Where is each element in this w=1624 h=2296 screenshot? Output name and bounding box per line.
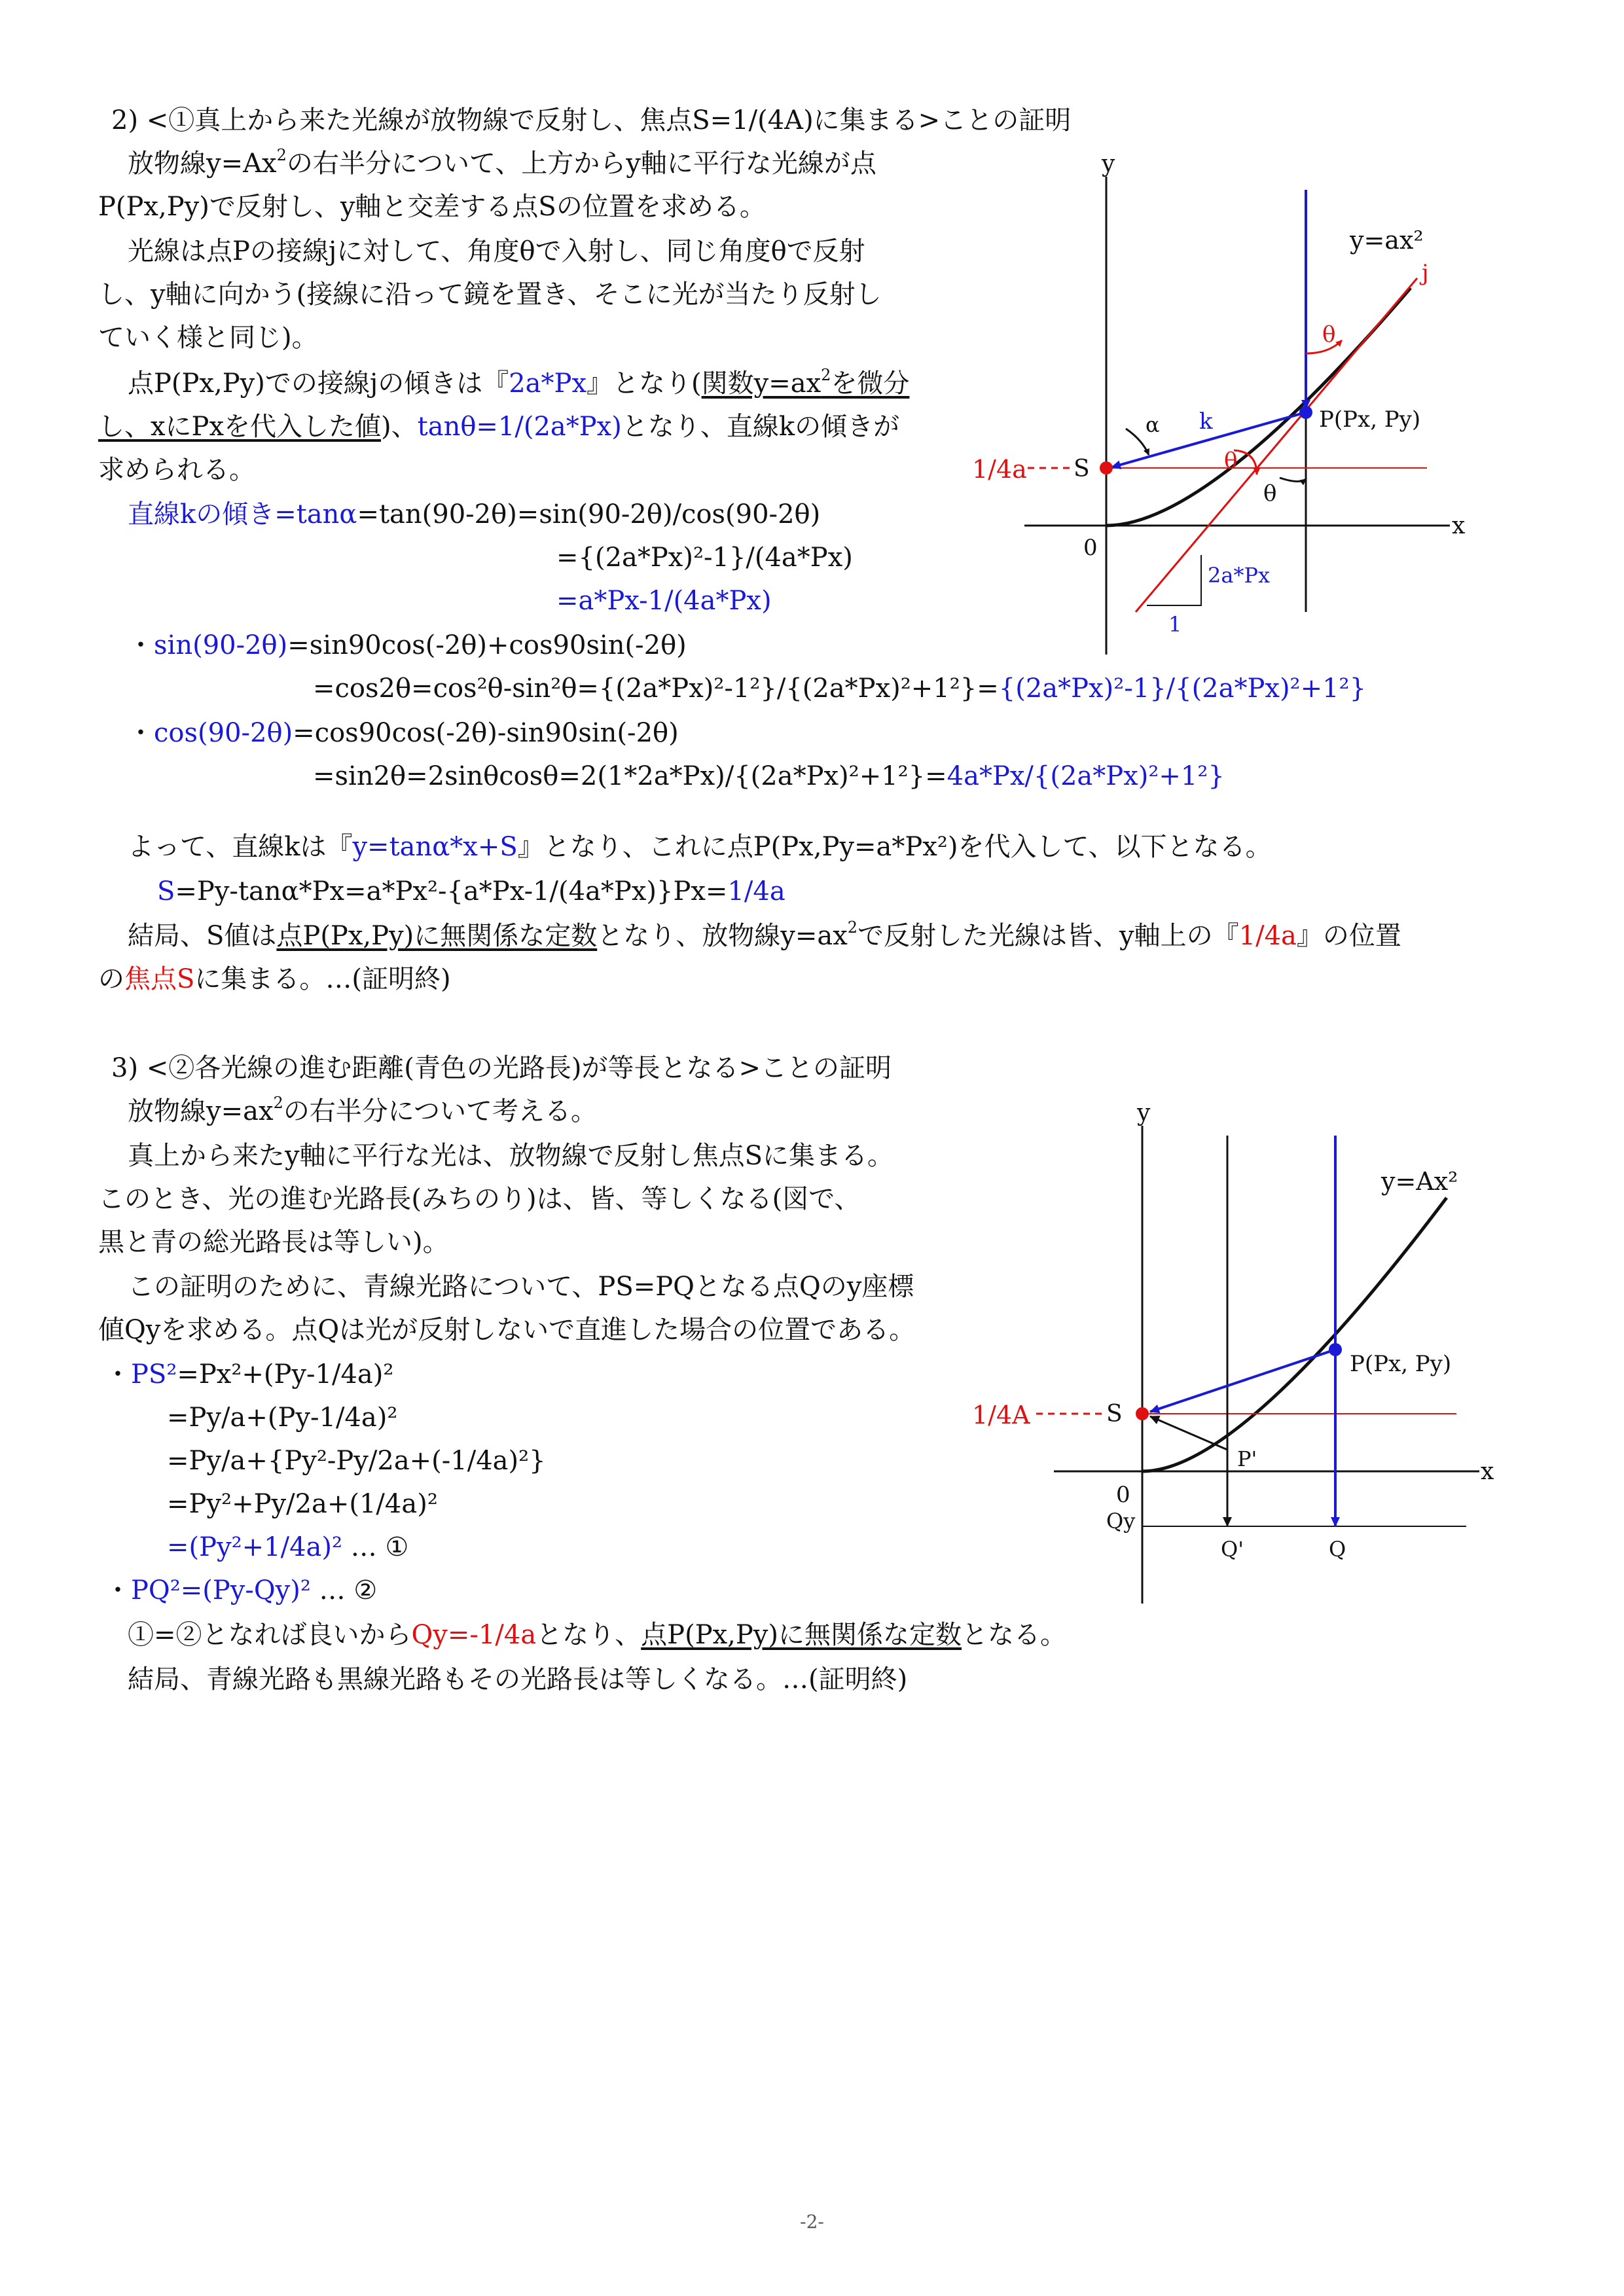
s2-line8: 求められる。: [98, 455, 255, 485]
f2-point-s: [1136, 1407, 1149, 1420]
s3-line6: 値Qyを求める。点Qは光が反射しないで直進した場合の位置である。: [98, 1315, 916, 1345]
f2-p-label: P(Px, Py): [1350, 1351, 1452, 1377]
f1-quarter-label: 1/4a: [972, 455, 1027, 484]
s2-line5: ていく様と同じ)。: [98, 323, 318, 353]
cos-line2: =sin2θ=2sinθcosθ=2(1*2a*Px)/{(2a*Px)²+1²}=4a*Px/{(2a*Px)²+1²}: [313, 761, 1225, 791]
s3-line8: 結局、青線光路も黒線光路もその光路長は等しくなる。…(証明終): [128, 1664, 908, 1695]
cos-line1: ・cos(90-2θ)=cos90cos(-2θ)-sin90sin(-2θ): [128, 718, 679, 748]
s3-line2: 真上から来たy軸に平行な光は、放物線で反射し焦点Sに集まる。: [128, 1141, 893, 1171]
f2-q-label: Q: [1329, 1537, 1346, 1562]
s2-line9: よって、直線kは『y=tanα*x+S』となり、これに点P(Px,Py=a*Px²)を代入して、以下となる。: [128, 832, 1272, 862]
f2-x-label: x: [1481, 1458, 1494, 1485]
f1-x-label: x: [1452, 512, 1466, 539]
pq-line: ・PQ²=(Py-Qy)² … ②: [105, 1575, 378, 1605]
f2-s-label: S: [1106, 1401, 1123, 1427]
f1-2apx-label: 2a*Px: [1208, 563, 1271, 588]
eq-line1: 直線kの傾き=tanα=tan(90-2θ)=sin(90-2θ)/cos(90-2θ): [128, 499, 821, 529]
page-number: -2-: [800, 2211, 824, 2233]
ps-line1: ・PS²=Px²+(Py-1/4a)²: [105, 1359, 394, 1390]
f1-one-label: 1: [1168, 612, 1182, 637]
s2-line1: 放物線$y=Ax^2$の右半分について、上方からy軸に平行な光線が点: [128, 146, 876, 179]
sin-line1: ・sin(90-2θ)=sin90cos(-2θ)+cos90sin(-2θ): [128, 630, 687, 660]
section3-heading: 3) <②各光線の進む距離(青色の光路長)が等長となる>ことの証明: [111, 1053, 892, 1083]
ps-line5: =(Py²+1/4a)² … ①: [167, 1532, 409, 1562]
f1-s-label: S: [1074, 456, 1090, 482]
f2-point-p: [1329, 1343, 1342, 1356]
s3-line7: ①=②となれば良いからQy=-1/4aとなり、点P(Px,Py)に無関係な定数となる。: [128, 1620, 1066, 1650]
f1-theta-mid-label: θ: [1224, 448, 1238, 474]
eq-line2: ={(2a*Px)²-1}/(4a*Px): [556, 543, 853, 573]
f1-origin-label: 0: [1083, 535, 1098, 561]
sin-line2: =cos2θ=cos²θ-sin²θ={(2a*Px)²-1²}/{(2a*Px)²+1²}={(2a*Px)²-1}/{(2a*Px)²+1²}: [313, 673, 1367, 704]
f2-blue-reflected: [1150, 1350, 1335, 1412]
s2-line2: P(Px,Py)で反射し、y軸と交差する点Sの位置を求める。: [98, 192, 766, 222]
s2-line10: S=Py-tanα*Px=a*Px²-{a*Px-1/(4a*Px)}Px=1/4a: [157, 876, 785, 906]
ps-line2: =Py/a+(Py-1/4a)²: [167, 1403, 398, 1433]
f1-curve-label: y=ax²: [1350, 226, 1424, 255]
ps-line4: =Py²+Py/2a+(1/4a)²: [167, 1489, 438, 1519]
s2-line12: の焦点Sに集まる。…(証明終): [98, 964, 451, 994]
s3-line3: このとき、光の進む光路長(みちのり)は、皆、等しくなる(図で、: [98, 1184, 861, 1214]
s3-line4: 黒と青の総光路長は等しい)。: [98, 1227, 449, 1257]
f1-theta-top-label: θ: [1322, 321, 1336, 348]
f2-qprime-label: Q': [1221, 1537, 1244, 1562]
s2-line4: し、y軸に向かう(接線に沿って鏡を置き、そこに光が当たり反射し: [98, 279, 882, 310]
f1-y-label: y: [1102, 151, 1115, 177]
f1-p-label: P(Px, Py): [1319, 406, 1421, 433]
f1-j-label: j: [1422, 260, 1429, 286]
f2-qy-label: Qy: [1106, 1509, 1136, 1534]
f1-alpha-label: α: [1146, 412, 1160, 437]
s3-line5: この証明のために、青線光路について、PS=PQとなる点Qのy座標: [128, 1272, 914, 1302]
eq-line3: =a*Px-1/(4a*Px): [556, 586, 772, 616]
f1-k-label: k: [1199, 408, 1213, 435]
f2-parabola: [1142, 1198, 1447, 1471]
f2-curve-label: y=Ax²: [1381, 1167, 1458, 1196]
f1-theta-low-label: θ: [1263, 480, 1277, 507]
ps-line3: =Py/a+{Py²-Py/2a+(-1/4a)²}: [167, 1446, 546, 1476]
f2-y-label: y: [1137, 1100, 1151, 1126]
s2-line3: 光線は点Pの接線jに対して、角度θで入射し、同じ角度θで反射: [128, 236, 865, 266]
f2-black-reflected: [1150, 1416, 1227, 1450]
s3-line1: 放物線$y=ax^2$の右半分について考える。: [128, 1094, 598, 1126]
f2-origin-label: 0: [1116, 1482, 1130, 1508]
f2-quarter-label: 1/4A: [972, 1401, 1030, 1429]
f2-pprime-label: P': [1237, 1446, 1257, 1471]
s2-line11: 結局、S値は点P(Px,Py)に無関係な定数となり、放物線$y=ax^2$で反射した光線は皆、y軸上の『1/4a』の位置: [128, 918, 1401, 951]
s2-line7: し、xにPxを代入した値)、tanθ=1/(2a*Px)となり、直線kの傾きが: [98, 412, 900, 442]
section2-heading: 2) <①真上から来た光線が放物線で反射し、焦点S=1/(4A)に集まる>ことの証明: [111, 105, 1072, 135]
s2-line6: 点P(Px,Py)での接線jの傾きは『2a*Px』となり(関数$y=ax^2$を微分: [128, 366, 910, 399]
